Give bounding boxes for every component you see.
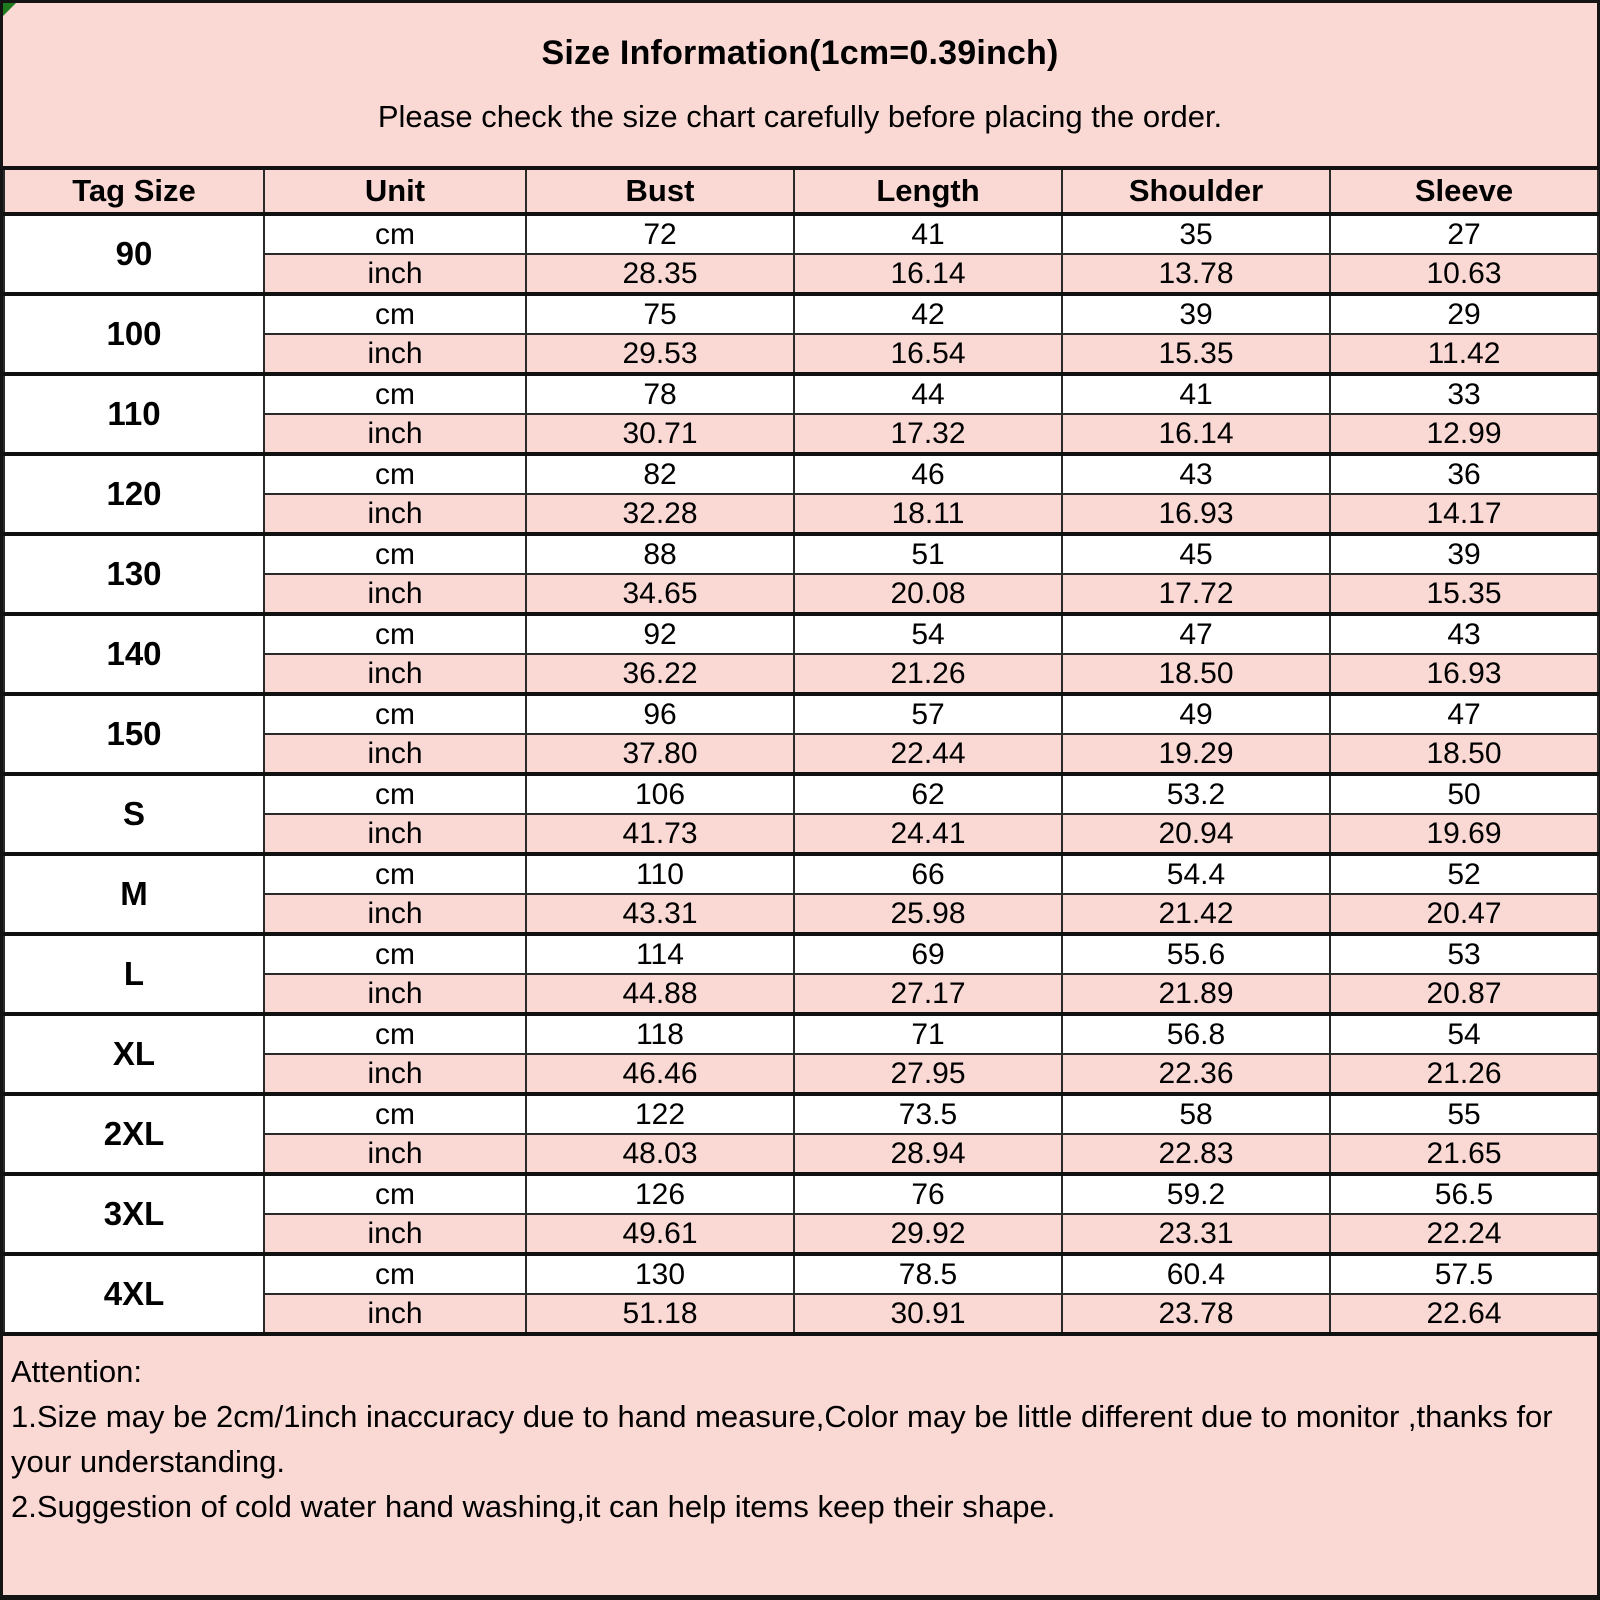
measurement-cell-cm: 41 — [794, 214, 1062, 254]
measurement-cell-cm: 71 — [794, 1014, 1062, 1054]
tag-size-cell: XL — [4, 1014, 264, 1094]
tag-size-cell: L — [4, 934, 264, 1014]
unit-label-inch: inch — [264, 894, 526, 934]
size-row-cm — [4, 614, 1598, 654]
measurement-cell-inch: 13.78 — [1062, 254, 1330, 294]
measurement-cell-inch: 24.41 — [794, 814, 1062, 854]
measurement-cell-inch: 21.89 — [1062, 974, 1330, 1014]
unit-label-inch: inch — [264, 334, 526, 374]
measurement-cell-inch: 11.42 — [1330, 334, 1598, 374]
attention-line: 1.Size may be 2cm/1inch inaccuracy due to hand measure,Color may be little different due to monitor ,thanks for your understanding. — [11, 1398, 1553, 1479]
measurement-cell-inch: 49.61 — [526, 1214, 794, 1254]
measurement-cell-inch: 41.73 — [526, 814, 794, 854]
measurement-cell-inch: 28.35 — [526, 254, 794, 294]
measurement-cell-inch: 12.99 — [1330, 414, 1598, 454]
measurement-cell-cm: 54 — [794, 614, 1062, 654]
measurement-cell-cm: 57.5 — [1330, 1254, 1598, 1294]
unit-label-cm: cm — [264, 374, 526, 414]
table-header-row — [4, 168, 1598, 214]
tag-size-cell: 140 — [4, 614, 264, 694]
measurement-cell-cm: 126 — [526, 1174, 794, 1214]
measurement-cell-cm: 55 — [1330, 1094, 1598, 1134]
unit-label-cm: cm — [264, 934, 526, 974]
measurement-cell-inch: 19.29 — [1062, 734, 1330, 774]
measurement-cell-cm: 69 — [794, 934, 1062, 974]
measurement-cell-inch: 32.28 — [526, 494, 794, 534]
measurement-cell-cm: 41 — [1062, 374, 1330, 414]
unit-label-inch: inch — [264, 414, 526, 454]
unit-label-cm: cm — [264, 1254, 526, 1294]
measurement-cell-inch: 22.36 — [1062, 1054, 1330, 1094]
measurement-cell-inch: 22.64 — [1330, 1294, 1598, 1334]
measurement-cell-cm: 78.5 — [794, 1254, 1062, 1294]
measurement-cell-cm: 130 — [526, 1254, 794, 1294]
size-chart-table — [3, 166, 1599, 1336]
measurement-cell-inch: 28.94 — [794, 1134, 1062, 1174]
measurement-cell-inch: 19.69 — [1330, 814, 1598, 854]
tag-size-cell: 130 — [4, 534, 264, 614]
measurement-cell-cm: 33 — [1330, 374, 1598, 414]
page-subtitle: Please check the size chart carefully before placing the order. — [377, 99, 1223, 134]
measurement-cell-cm: 59.2 — [1062, 1174, 1330, 1214]
measurement-cell-cm: 35 — [1062, 214, 1330, 254]
unit-label-inch: inch — [264, 654, 526, 694]
unit-label-cm: cm — [264, 614, 526, 654]
tag-size-cell: 120 — [4, 454, 264, 534]
measurement-cell-cm: 56.8 — [1062, 1014, 1330, 1054]
tag-size-cell: 100 — [4, 294, 264, 374]
measurement-cell-inch: 51.18 — [526, 1294, 794, 1334]
measurement-cell-inch: 46.46 — [526, 1054, 794, 1094]
measurement-cell-inch: 16.93 — [1330, 654, 1598, 694]
measurement-cell-inch: 20.94 — [1062, 814, 1330, 854]
measurement-cell-inch: 16.14 — [794, 254, 1062, 294]
measurement-cell-cm: 46 — [794, 454, 1062, 494]
measurement-cell-cm: 78 — [526, 374, 794, 414]
measurement-cell-inch: 16.14 — [1062, 414, 1330, 454]
measurement-cell-inch: 30.71 — [526, 414, 794, 454]
measurement-cell-inch: 17.32 — [794, 414, 1062, 454]
measurement-cell-inch: 16.93 — [1062, 494, 1330, 534]
measurement-cell-inch: 44.88 — [526, 974, 794, 1014]
unit-label-inch: inch — [264, 494, 526, 534]
measurement-cell-cm: 54.4 — [1062, 854, 1330, 894]
measurement-cell-cm: 122 — [526, 1094, 794, 1134]
measurement-cell-inch: 23.31 — [1062, 1214, 1330, 1254]
size-row-cm — [4, 774, 1598, 814]
measurement-cell-cm: 53.2 — [1062, 774, 1330, 814]
measurement-cell-cm: 57 — [794, 694, 1062, 734]
measurement-cell-inch: 20.08 — [794, 574, 1062, 614]
measurement-cell-inch: 20.47 — [1330, 894, 1598, 934]
measurement-cell-inch: 15.35 — [1062, 334, 1330, 374]
measurement-cell-cm: 50 — [1330, 774, 1598, 814]
size-row-cm — [4, 1014, 1598, 1054]
unit-label-inch: inch — [264, 1214, 526, 1254]
tag-size-cell: 150 — [4, 694, 264, 774]
measurement-cell-inch: 18.50 — [1330, 734, 1598, 774]
measurement-cell-cm: 47 — [1062, 614, 1330, 654]
measurement-cell-inch: 22.24 — [1330, 1214, 1598, 1254]
unit-label-cm: cm — [264, 1094, 526, 1134]
column-header-shoulder: Shoulder — [1062, 168, 1330, 214]
measurement-cell-inch: 21.26 — [1330, 1054, 1598, 1094]
measurement-cell-inch: 22.83 — [1062, 1134, 1330, 1174]
measurement-cell-cm: 106 — [526, 774, 794, 814]
measurement-cell-cm: 44 — [794, 374, 1062, 414]
page-title: Size Information(1cm=0.39inch) — [541, 34, 1059, 72]
column-header-length: Length — [794, 168, 1062, 214]
measurement-cell-inch: 10.63 — [1330, 254, 1598, 294]
unit-label-inch: inch — [264, 574, 526, 614]
size-row-cm — [4, 934, 1598, 974]
column-header-tag-size: Tag Size — [4, 168, 264, 214]
measurement-cell-inch: 36.22 — [526, 654, 794, 694]
unit-label-cm: cm — [264, 1174, 526, 1214]
tag-size-cell: M — [4, 854, 264, 934]
measurement-cell-cm: 27 — [1330, 214, 1598, 254]
attention-heading: Attention: — [11, 1354, 142, 1389]
measurement-cell-cm: 52 — [1330, 854, 1598, 894]
measurement-cell-inch: 20.87 — [1330, 974, 1598, 1014]
tag-size-cell: 2XL — [4, 1094, 264, 1174]
size-row-cm — [4, 1174, 1598, 1214]
size-row-cm — [4, 854, 1598, 894]
measurement-cell-inch: 27.95 — [794, 1054, 1062, 1094]
tag-size-cell: 110 — [4, 374, 264, 454]
column-header-bust: Bust — [526, 168, 794, 214]
measurement-cell-cm: 92 — [526, 614, 794, 654]
measurement-cell-inch: 43.31 — [526, 894, 794, 934]
unit-label-inch: inch — [264, 974, 526, 1014]
unit-label-cm: cm — [264, 534, 526, 574]
unit-label-inch: inch — [264, 1054, 526, 1094]
measurement-cell-inch: 14.17 — [1330, 494, 1598, 534]
column-header-unit: Unit — [264, 168, 526, 214]
measurement-cell-inch: 18.50 — [1062, 654, 1330, 694]
measurement-cell-cm: 58 — [1062, 1094, 1330, 1134]
measurement-cell-cm: 56.5 — [1330, 1174, 1598, 1214]
unit-label-inch: inch — [264, 734, 526, 774]
measurement-cell-cm: 66 — [794, 854, 1062, 894]
attention-line: 2.Suggestion of cold water hand washing,it can help items keep their shape. — [11, 1488, 1056, 1524]
unit-label-inch: inch — [264, 814, 526, 854]
header-block — [3, 3, 1597, 166]
unit-label-cm: cm — [264, 854, 526, 894]
unit-label-cm: cm — [264, 694, 526, 734]
size-row-cm — [4, 454, 1598, 494]
measurement-cell-cm: 51 — [794, 534, 1062, 574]
measurement-cell-cm: 43 — [1330, 614, 1598, 654]
measurement-cell-cm: 45 — [1062, 534, 1330, 574]
measurement-cell-inch: 21.65 — [1330, 1134, 1598, 1174]
size-row-cm — [4, 1254, 1598, 1294]
measurement-cell-inch: 17.72 — [1062, 574, 1330, 614]
corner-artifact-triangle — [3, 3, 16, 16]
measurement-cell-cm: 118 — [526, 1014, 794, 1054]
unit-label-cm: cm — [264, 774, 526, 814]
measurement-cell-inch: 23.78 — [1062, 1294, 1330, 1334]
measurement-cell-cm: 73.5 — [794, 1094, 1062, 1134]
unit-label-inch: inch — [264, 1134, 526, 1174]
measurement-cell-inch: 21.42 — [1062, 894, 1330, 934]
tag-size-cell: 90 — [4, 214, 264, 294]
measurement-cell-cm: 36 — [1330, 454, 1598, 494]
measurement-cell-cm: 55.6 — [1062, 934, 1330, 974]
unit-label-cm: cm — [264, 214, 526, 254]
size-row-cm — [4, 534, 1598, 574]
measurement-cell-cm: 53 — [1330, 934, 1598, 974]
measurement-cell-inch: 34.65 — [526, 574, 794, 614]
measurement-cell-cm: 76 — [794, 1174, 1062, 1214]
measurement-cell-cm: 82 — [526, 454, 794, 494]
size-row-cm — [4, 694, 1598, 734]
measurement-cell-cm: 39 — [1062, 294, 1330, 334]
tag-size-cell: S — [4, 774, 264, 854]
attention-block — [3, 1336, 1597, 1530]
size-row-cm — [4, 1094, 1598, 1134]
measurement-cell-cm: 42 — [794, 294, 1062, 334]
measurement-cell-inch: 30.91 — [794, 1294, 1062, 1334]
measurement-cell-inch: 21.26 — [794, 654, 1062, 694]
measurement-cell-cm: 54 — [1330, 1014, 1598, 1054]
size-row-cm — [4, 214, 1598, 254]
measurement-cell-inch: 22.44 — [794, 734, 1062, 774]
measurement-cell-cm: 60.4 — [1062, 1254, 1330, 1294]
unit-label-cm: cm — [264, 1014, 526, 1054]
measurement-cell-cm: 39 — [1330, 534, 1598, 574]
measurement-cell-cm: 49 — [1062, 694, 1330, 734]
measurement-cell-cm: 96 — [526, 694, 794, 734]
measurement-cell-cm: 88 — [526, 534, 794, 574]
unit-label-inch: inch — [264, 1294, 526, 1334]
measurement-cell-inch: 29.92 — [794, 1214, 1062, 1254]
measurement-cell-cm: 62 — [794, 774, 1062, 814]
measurement-cell-inch: 27.17 — [794, 974, 1062, 1014]
measurement-cell-inch: 37.80 — [526, 734, 794, 774]
measurement-cell-inch: 15.35 — [1330, 574, 1598, 614]
measurement-cell-inch: 48.03 — [526, 1134, 794, 1174]
measurement-cell-cm: 75 — [526, 294, 794, 334]
unit-label-cm: cm — [264, 454, 526, 494]
tag-size-cell: 4XL — [4, 1254, 264, 1334]
unit-label-inch: inch — [264, 254, 526, 294]
measurement-cell-inch: 29.53 — [526, 334, 794, 374]
measurement-cell-cm: 29 — [1330, 294, 1598, 334]
unit-label-cm: cm — [264, 294, 526, 334]
measurement-cell-cm: 47 — [1330, 694, 1598, 734]
measurement-cell-inch: 25.98 — [794, 894, 1062, 934]
measurement-cell-cm: 110 — [526, 854, 794, 894]
size-row-cm — [4, 374, 1598, 414]
tag-size-cell: 3XL — [4, 1174, 264, 1254]
column-header-sleeve: Sleeve — [1330, 168, 1598, 214]
measurement-cell-cm: 72 — [526, 214, 794, 254]
measurement-cell-cm: 43 — [1062, 454, 1330, 494]
measurement-cell-inch: 16.54 — [794, 334, 1062, 374]
size-row-cm — [4, 294, 1598, 334]
measurement-cell-cm: 114 — [526, 934, 794, 974]
measurement-cell-inch: 18.11 — [794, 494, 1062, 534]
